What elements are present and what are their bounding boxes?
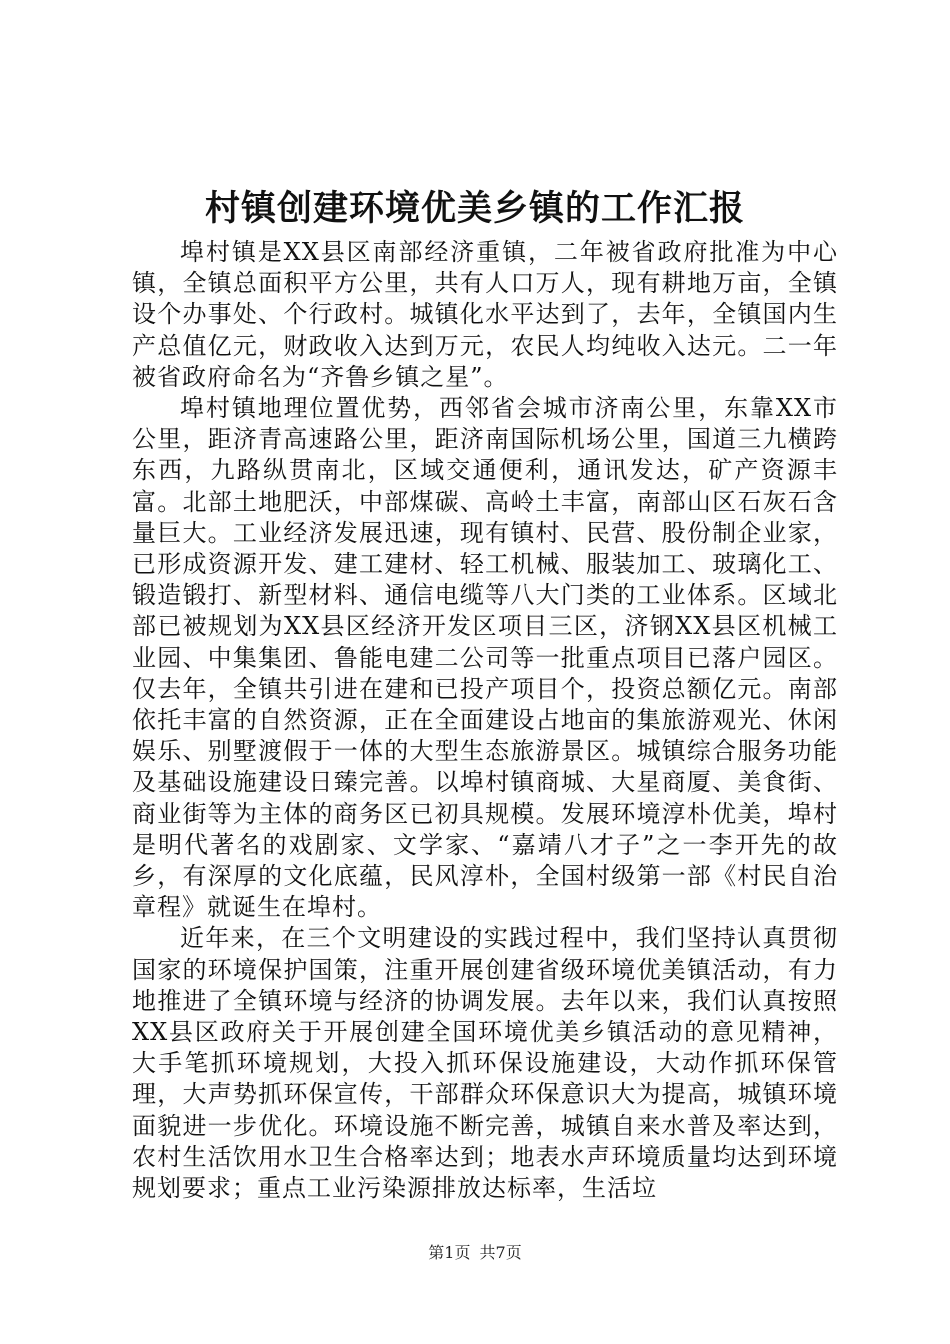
paragraph-3: 近年来，在三个文明建设的实践过程中，我们坚持认真贯彻国家的环境保护国策，注重开展创建省级环境优美镇活动，有力地推进了全镇环境与经济的协调发展。去年以来，我们认真按照XX县区政府关于开展创建全国环境优美乡镇活动的意见精神，大手笔抓环境规划，大投入抓环保设施建设，大动作抓环保管理，大声势抓环保宣传，干部群众环保意识大为提高，城镇环境面貌进一步优化。环境设施不断完善，城镇自来水普及率达到，农村生活饮用水卫生合格率达到；地表水声环境质量均达到环境规划要求；重点工业污染源排放达标率，生活垃 [132,924,838,1203]
paragraph-2: 埠村镇地理位置优势，西邻省会城市济南公里，东靠XX市公里，距济青高速路公里，距济南国际机场公里，国道三九横跨东西，九路纵贯南北，区域交通便利，通讯发达，矿产资源丰富。北部土地肥沃，中部煤碳、高岭土丰富，南部山区石灰石含量巨大。工业经济发展迅速，现有镇村、民营、股份制企业家，已形成资源开发、建工建材、轻工机械、服装加工、玻璃化工、锻造锻打、新型材料、通信电缆等八大门类的工业体系。区域北部已被规划为XX县区经济开发区项目三区，济钢XX县区机械工业园、中集集团、鲁能电建二公司等一批重点项目已落户园区。仅去年，全镇共引进在建和已投产项目个，投资总额亿元。南部依托丰富的自然资源，正在全面建设占地亩的集旅游观光、休闲娱乐、别墅渡假于一体的大型生态旅游景区。城镇综合服务功能及基础设施建设日臻完善。以埠村镇商城、大星商厦、美食街、商业街等为主体的商务区已初具规模。发展环境淳朴优美，埠村是明代著名的戏剧家、文学家、“嘉靖八才子”之一李开先的故乡，有深厚的文化底蕴，民风淳朴，全国村级第一部《村民自治章程》就诞生在埠村。 [132,394,838,922]
page-total: 共7页 [479,1243,522,1262]
paragraph-1: 埠村镇是XX县区南部经济重镇，二年被省政府批准为中心镇，全镇总面积平方公里，共有人口万人，现有耕地万亩，全镇设个办事处、个行政村。城镇化水平达到了，去年，全镇国内生产总值亿元，财政收入达到万元，农民人均纯收入达元。二一年被省政府命名为“齐鲁乡镇之星”。 [132,238,838,391]
document-body [132,237,838,1204]
page-footer [0,1242,950,1264]
document-title: 村镇创建环境优美乡镇的工作汇报 [204,188,745,229]
page-number: 第1页 [428,1243,471,1262]
